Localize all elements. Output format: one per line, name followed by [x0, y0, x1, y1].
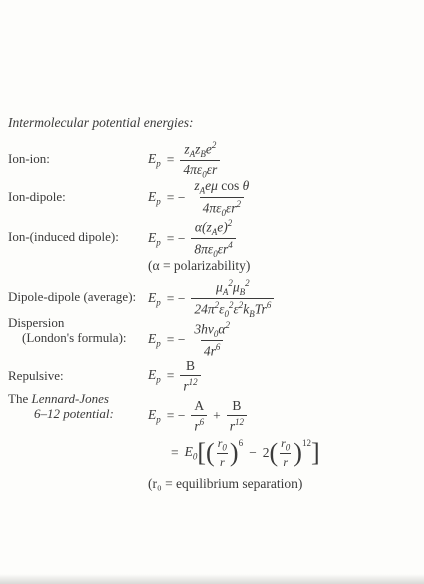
label-lennard-jones [8, 391, 114, 421]
equation-ion-ion: $E_p$ = $\frac{z_Az_Be^2}{4\pi\varepsilon_0\varepsilon r}$ [148, 140, 220, 180]
equation-dispersion: $E_p$ = − $\frac{3h\nu_0\alpha^2}{4r^6}$ [148, 320, 230, 359]
label-ion-ion: Ion-ion: [8, 151, 50, 166]
label-dispersion-line1: Dispersion [8, 315, 65, 330]
label-dispersion-line2: (London's formula): [22, 330, 127, 345]
label-dipole-dipole: Dipole-dipole (average): [8, 289, 137, 304]
label-ion-induced-dipole: Ion-(induced dipole): [8, 229, 119, 244]
scan-edge [0, 574, 424, 584]
equation-ion-induced-dipole: $E_p$ = − $\frac{\alpha(z_Ae)^2}{8\pi\varepsilon_0\varepsilon r^4}$ [148, 218, 236, 259]
heading: Intermolecular potential energies: [8, 115, 194, 130]
label-lj-line2: 6–12 potential: [34, 406, 114, 421]
note-polarizability: (α = polarizability) [148, 258, 251, 273]
label-dispersion [8, 315, 127, 345]
label-lj-name: Lennard-Jones [31, 391, 109, 406]
equation-ion-dipole: $E_p$ = − $\frac{z_Ae\mu \cos \theta}{4\pi\varepsilon_0\varepsilon r^2}$ [148, 178, 250, 218]
label-repulsive: Repulsive: [8, 368, 64, 383]
label-lj-line1: The Lennard-Jones [8, 391, 109, 406]
equation-lennard-jones-form2: = $E_0$ [ ( $\frac{r_0}{r}$ ) $^6$ − 2 ( $\frac{r_0}{r}$ ) $^{12}$ ] [171, 436, 320, 470]
equation-lennard-jones: $E_p$ = − $\frac{A}{r^6}$ + $\frac{B}{r^{12}}$ [148, 398, 247, 435]
note-equilibrium-separation: (r₀ = equilibrium separation) [148, 476, 303, 491]
label-ion-dipole: Ion-dipole: [8, 189, 66, 204]
equation-repulsive: $E_p$ = $\frac{B}{r^{12}}$ [148, 358, 201, 395]
equation-dipole-dipole: $E_p$ = − $\frac{\mu_A^2\mu_B^2}{24\pi^2\varepsilon_0^2\varepsilon^2k_BTr^6}$ [148, 278, 274, 319]
